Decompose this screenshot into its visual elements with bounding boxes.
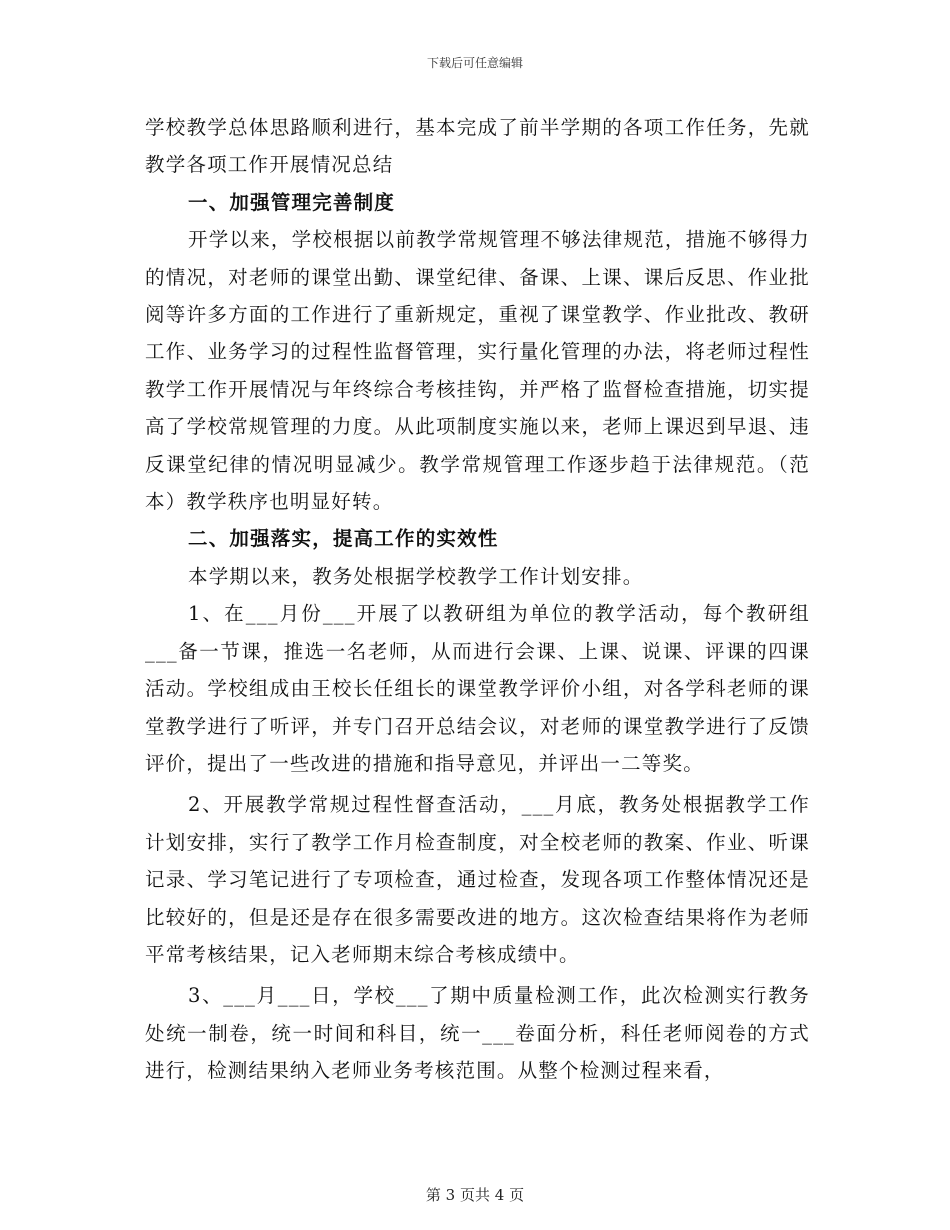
item-1-paragraph: 1、在___月份___开展了以教研组为单位的教学活动，每个教研组___备一节课，推选一名老师，从而进行会课、上课、说课、评课的四课活动。学校组成由王校长任组长的课堂教学评价小组，对各学科老师的课堂教学进行了听评，并专门召开总结会议，对老师的课堂教学进行了反馈评价，提出了一些改进的措施和指导意见，并评出一二等奖。 <box>145 602 810 775</box>
item-2-paragraph: 2、开展教学常规过程性督查活动，___月底，教务处根据教学工作计划安排，实行了教学工作月检查制度，对全校老师的教案、作业、听课记录、学习笔记进行了专项检查，通过检查，发现各项工作整体情况还是比较好的，但是还是存在很多需要改进的地方。这次检查结果将作为老师平常考核结果，记入老师期末综合考核成绩中。 <box>145 793 810 966</box>
section-heading-2: 二、加强落实，提高工作的实效性 <box>188 527 499 551</box>
page-header: 下载后可任意编辑 <box>426 56 523 70</box>
section-2-intro: 本学期以来，教务处根据学校教学工作计划安排。 <box>188 564 644 588</box>
item-3-paragraph: 3、___月___日，学校___了期中质量检测工作，此次检测实行教务处统一制卷，统一时间和科目，统一___卷面分析，科任老师阅卷的方式进行，检测结果纳入老师业务考核范围。从整个检测过程来看， <box>145 984 810 1083</box>
intro-paragraph: 学校教学总体思路顺利进行，基本完成了前半学期的各项工作任务，先就教学各项工作开展情况总结 <box>145 116 810 177</box>
section-1-paragraph: 开学以来，学校根据以前教学常规管理不够法律规范，措施不够得力的情况，对老师的课堂出勤、课堂纪律、备课、上课、课后反思、作业批阅等许多方面的工作进行了重新规定，重视了课堂教学、作业批改、教研工作、业务学习的过程性监督管理，实行量化管理的办法，将老师过程性教学工作开展情况与年终综合考核挂钩，并严格了监督检查措施，切实提高了学校常规管理的力度。从此项制度实施以来，老师上课迟到早退、违反课堂纪律的情况明显减少。教学常规管理工作逐步趋于法律规范。（范本）教学秩序也明显好转。 <box>145 228 810 514</box>
section-heading-1: 一、加强管理完善制度 <box>188 190 396 214</box>
page-footer: 第 3 页共 4 页 <box>425 1186 525 1204</box>
document-body <box>145 109 810 1090</box>
